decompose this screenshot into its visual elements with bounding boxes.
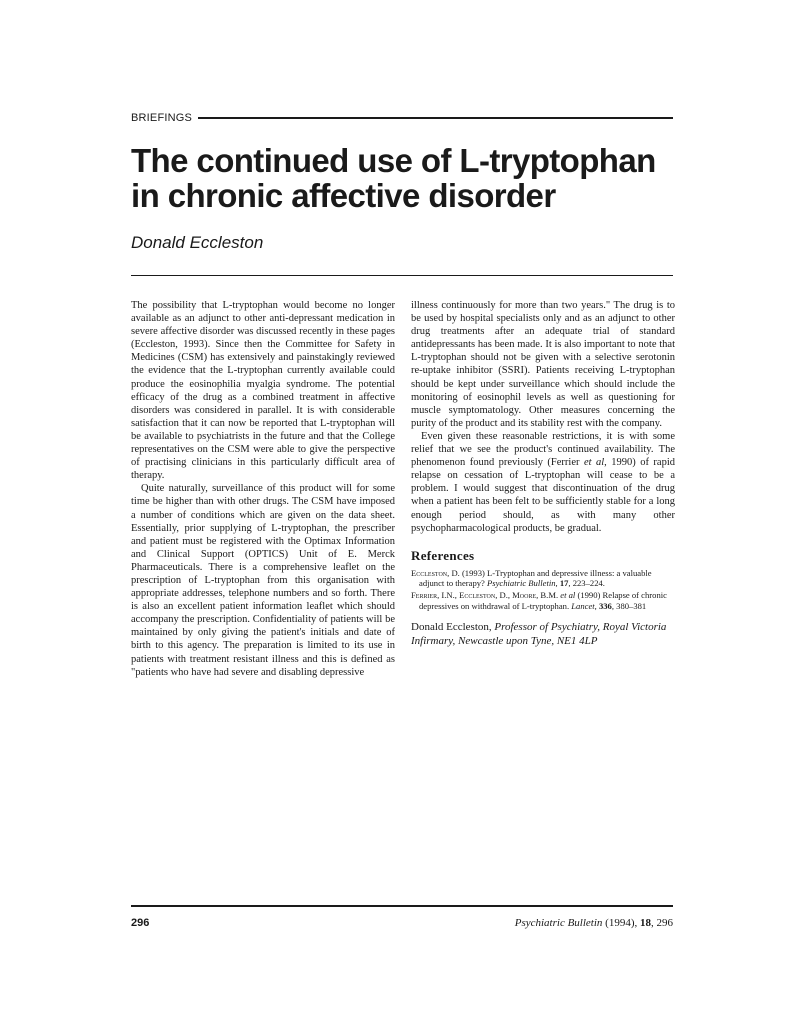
body-text: , 1990) of rapid relapse on cessation of L-tryptophan will cease to be a problem. I would suggest that discontinuation of the drug when a patient has been felt to be sufficiently stable for a long enough period should, as with many other psychopharmacological products, be gradual. (411, 457, 675, 534)
reference-volume: 17 (559, 578, 569, 589)
reference-text: (1993) L-Tryptophan and depressive illness: a valuable adjunct to therapy? (419, 567, 652, 589)
body-text: Even given these reasonable restrictions, it is with some relief that we see the product's continued availability. The phenomenon found previously (Ferrier (411, 430, 675, 469)
body-paragraph: illness continuously for more than two years." The drug is to be used by hospital specialists only and as an adjunct to other drug treatments after an adequate trial of standard antidepressants has been made. It is also important to note that L-tryptophan should not be given with a selective serotonin re-uptake inhibitor (SSRI). Patients receiving L-tryptophan should be kept under surveillance which should include the monitoring of eosinophil levels as well as questioning for muscle symptomatology. Other measures concerning the purity of the product and its stability rest with the company. (411, 300, 675, 429)
reference-pages: , 380–381 (611, 600, 647, 611)
article-title: The continued use of L-tryptophan in chronic affective disorder (131, 142, 656, 214)
section-rule (198, 117, 673, 119)
reference-text: (1990) Relapse of chronic depressives on withdrawal of L-tryptophan. (419, 589, 667, 611)
journal-citation (515, 917, 673, 929)
left-column (131, 299, 395, 679)
article-author: Donald Eccleston (131, 233, 264, 252)
journal-name: Psychiatric Bulletin (514, 917, 603, 929)
affiliation-detail: Professor of Psychiatry, Royal Victoria Infirmary, Newcastle upon Tyne, NE1 4LP (411, 621, 667, 647)
reference-authors: Ferrier, I.N., Eccleston, D., Moore, B.M. (411, 589, 559, 600)
reference-authors: Eccleston, D. (411, 567, 460, 578)
reference-journal: Psychiatric Bulletin (487, 578, 556, 589)
reference-item: Ferrier, I.N., Eccleston, D., Moore, B.M. et al (1990) Relapse of chronic depressives on withdrawal of L-tryptophan. Lancet, 336, 380–381 (411, 589, 667, 611)
footer-divider (131, 905, 673, 907)
section-label: BRIEFINGS (131, 112, 193, 124)
body-paragraph: The possibility that L-tryptophan would become no longer available as an adjunct to other anti-depressant medication in severe affective disorder was discussed recently in these pages (Eccleston, 1993). Since then the Committee for Safety in Medicines (CSM) has extensively and painstakingly reviewed the evidence that the L-tryptophan currently available could produce the eosinophilia myalgia syndrome. The potential efficacy of the drug as a combined treatment in affective disorders was considered in parallel. It is with considerable satisfaction that it can now be reported that L-tryptophan will be available to psychiatrists in the future and that the College representatives on the CSM were able to give the perspective of practising clinicians in this particularly difficult area of therapy. (131, 300, 395, 482)
page-number: 296 (131, 917, 150, 929)
reference-pages: , 223–224. (568, 578, 605, 589)
reference-volume: 336 (598, 600, 612, 611)
reference-item: Eccleston, D. (1993) L-Tryptophan and depressive illness: a valuable adjunct to therapy? Psychiatric Bulletin, 17, 223–224. (411, 567, 652, 589)
affiliation-name: Donald Eccleston, (411, 621, 495, 634)
journal-page: , 296 (651, 917, 673, 929)
reference-journal: Lancet (571, 600, 595, 611)
header-divider (131, 275, 673, 276)
section-header (131, 110, 673, 126)
body-text-italic: et al (583, 457, 605, 469)
references-heading: References (411, 547, 475, 563)
journal-year: (1994), (602, 917, 640, 929)
body-paragraph: Quite naturally, surveillance of this product will for some time be higher than with other drugs. The CSM have imposed a number of conditions which are given on the data sheet. Essentially, prior supplying of L-tryptophan, the prescriber and patient must be registered with the Optimax Information and Clinical Support (OPTICS) Unit of E. Merck Pharmaceuticals. There is a comprehensive leaflet on the prescription of L-tryptophan from this organisation with appropriate addresses, telephone numbers and so forth. There is also an excellent patient information leaflet which should accompany the prescription. Confidentiality of patients will be maintained by only giving the patient's initials and date of birth to this agency. The preparation is limited to its use in patients with treatment resistant illness and this is defined as "patients who have had severe and disabling depressive (131, 483, 395, 678)
author-affiliation (411, 621, 675, 648)
body-paragraph (411, 430, 675, 535)
right-column (411, 299, 675, 648)
reference-etal: et al (560, 589, 576, 600)
journal-volume: 18 (640, 917, 651, 929)
